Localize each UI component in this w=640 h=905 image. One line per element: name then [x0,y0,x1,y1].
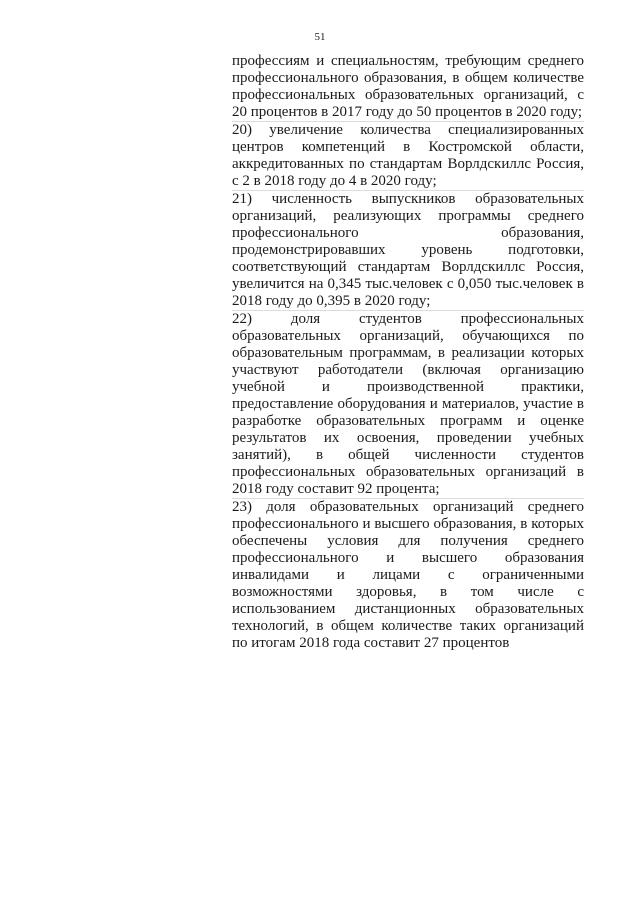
document-body [232,53,584,652]
paragraph-item-23: 23) доля образовательных организаций среднего профессионального и высшего образования, в которых обеспечены условия для получения среднего профессионального и высшего образования инвалидами и лицами с ограниченными возможностями здоровья, в том числе с использованием дистанционных образовательных технологий, в общем количестве таких организаций по итогам 2018 года составит 27 процентов [232,499,584,651]
paragraph-item-20: 20) увеличение количества специализированных центров компетенций в Костромской области, аккредитованных по стандартам Ворлдскиллс Россия, с 2 в 2018 году до 4 в 2020 году; [232,122,584,189]
page-number: 51 [314,31,326,43]
paragraph-continuation: профессиям и специальностям, требующим среднего профессионального образования, в общем количестве профессиональных образовательных организаций, с 20 процентов в 2017 году до 50 процентов в 2020 году; [232,53,584,120]
paragraph-item-22: 22) доля студентов профессиональных образовательных организаций, обучающихся по образовательным программам, в реализации которых участвуют работодатели (включая организацию учебной и производственной практики, предоставление оборудования и материалов, участие в разработке образовательных программ и оценке результатов их освоения, проведении учебных занятий), в общей численности студентов профессиональных образовательных организаций в 2018 году составит 92 процента; [232,311,584,497]
paragraph-item-21: 21) численность выпускников образовательных организаций, реализующих программы среднего профессионального образования, продемонстрировавших уровень подготовки, соответствующий стандартам Ворлдскиллс Россия, увеличится на 0,345 тыс.человек с 0,050 тыс.человек в 2018 году до 0,395 в 2020 году; [232,191,584,309]
